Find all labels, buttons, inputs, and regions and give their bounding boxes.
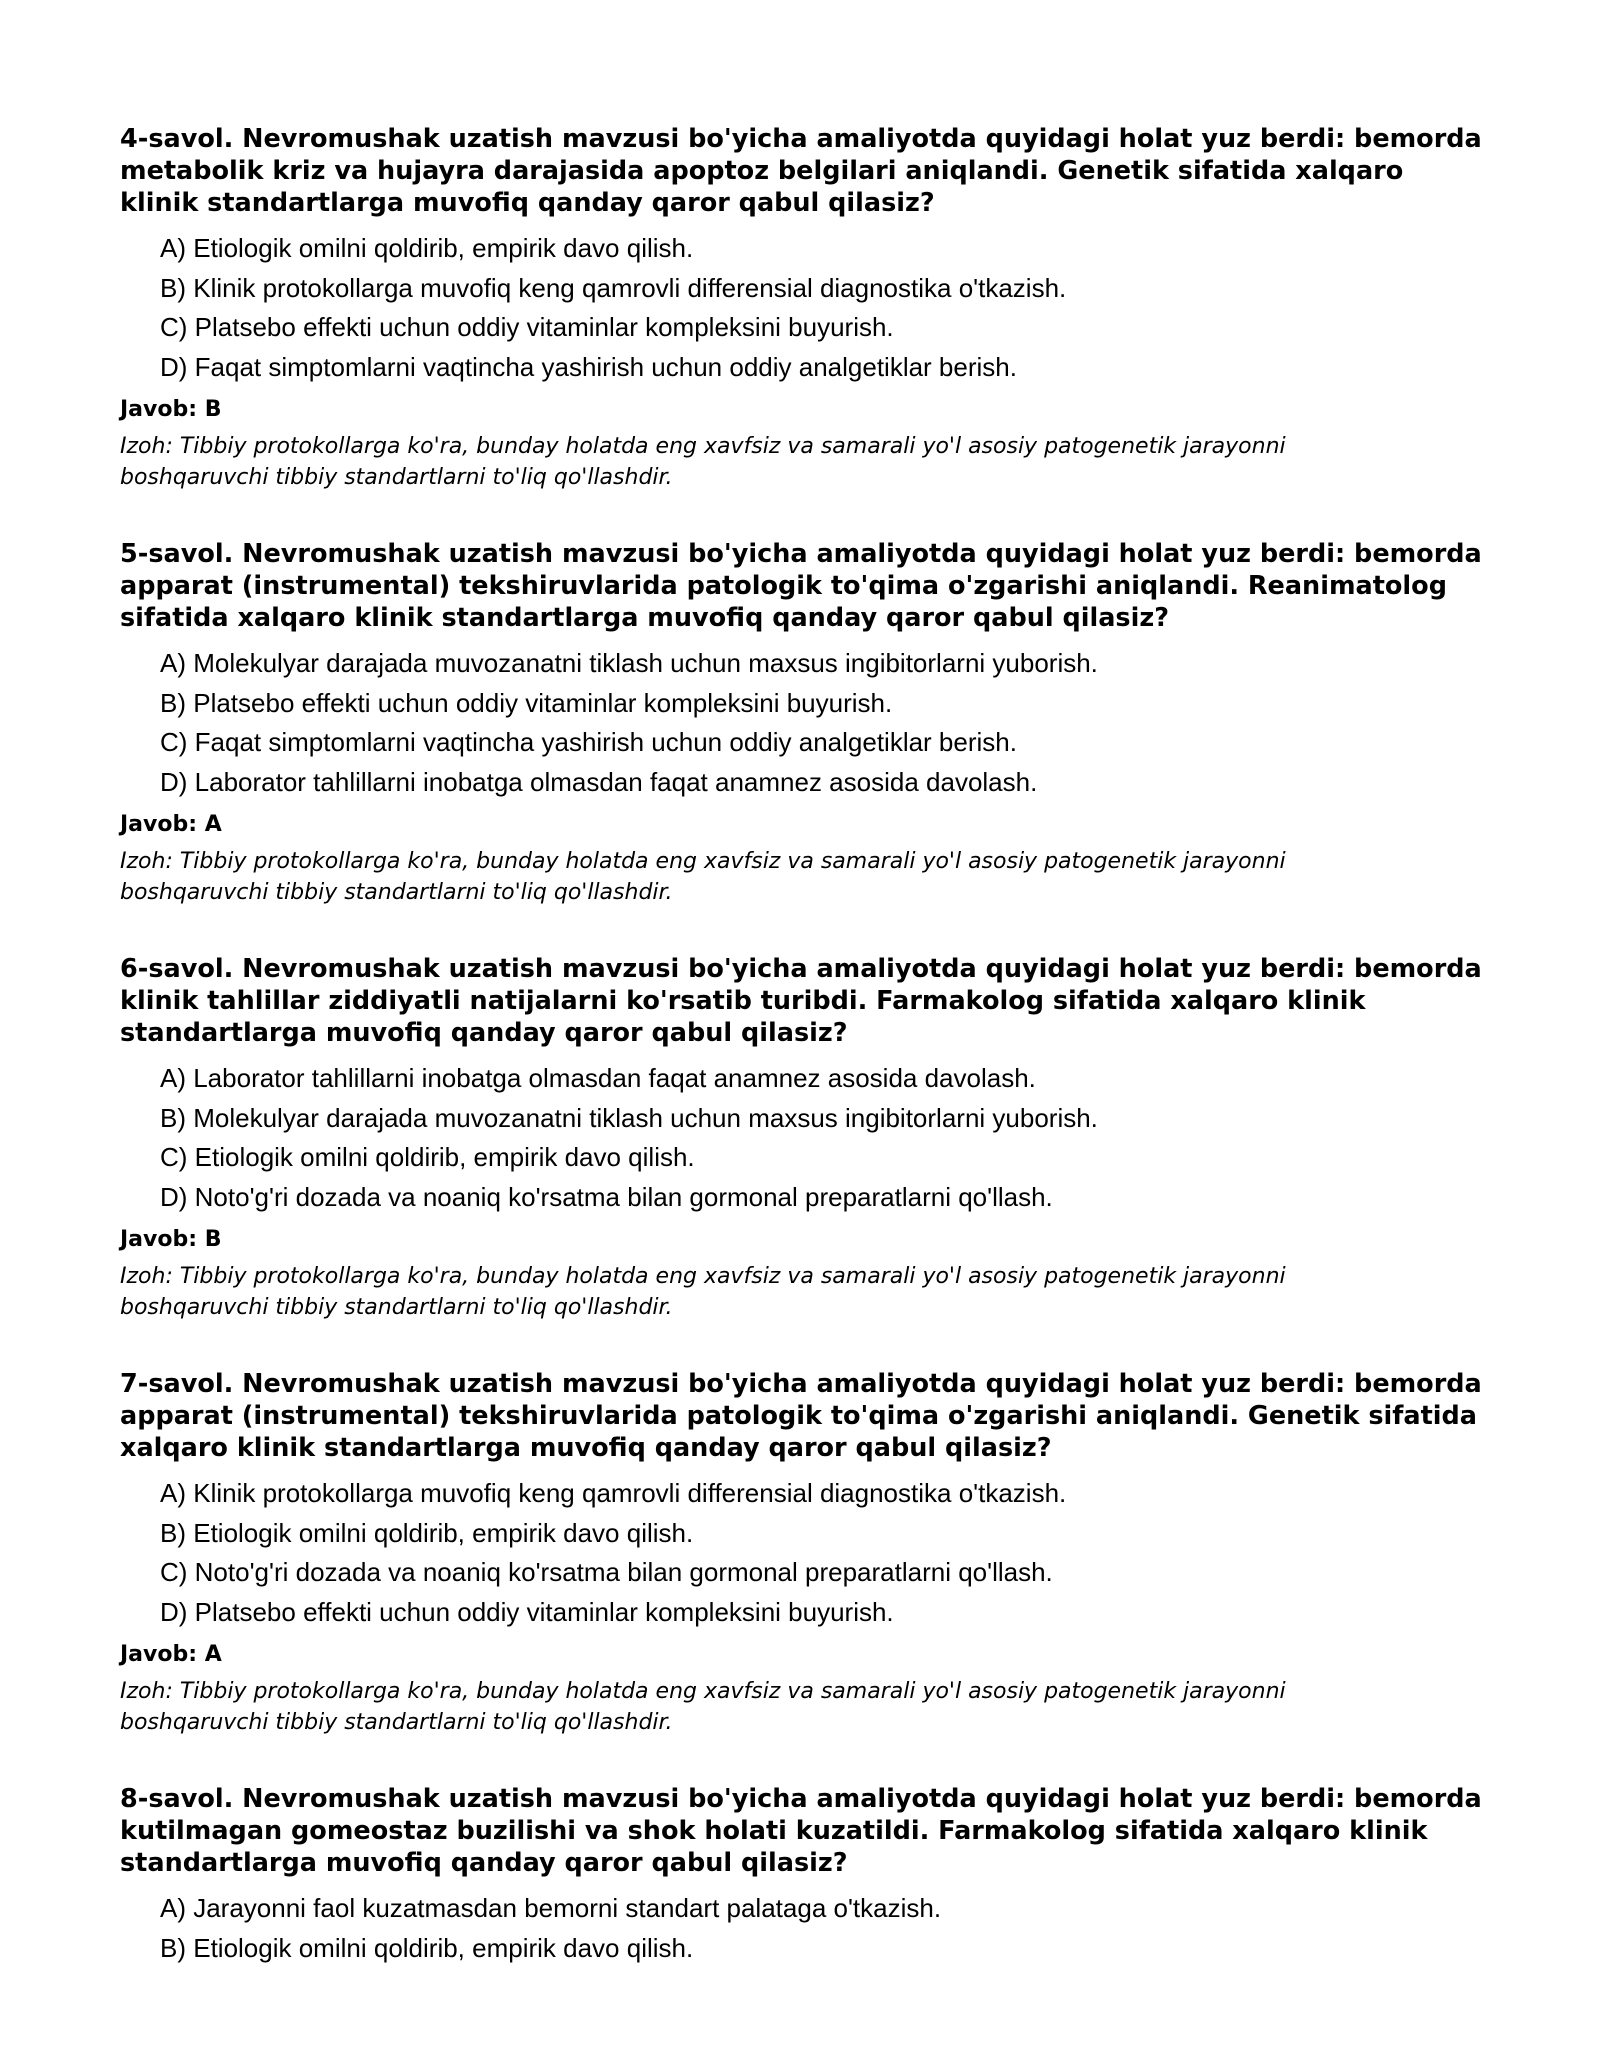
question-title: 4-savol. Nevromushak uzatish mavzusi bo'yicha amaliyotda quyidagi holat yuz berdi: bemorda metabolik kriz va hujayra darajasida apoptoz belgilari aniqlandi. Genetik sifatida xalqaro klinik standartlarga muvofiq qanday qaror qabul qilasiz?: [120, 124, 1482, 218]
option-b: B) Etiologik omilni qoldirib, empirik davo qilish.: [160, 1932, 694, 1963]
answer-label: Javob: B: [120, 1227, 222, 1252]
question-title: 7-savol. Nevromushak uzatish mavzusi bo'yicha amaliyotda quyidagi holat yuz berdi: bemorda apparat (instrumental) tekshiruvlarida patologik to'qima o'zgarishi aniqlandi. Genetik sifatida xalqaro klinik standartlarga muvofiq qanday qaror qabul qilasiz?: [120, 1369, 1482, 1463]
document-page: [120, 123, 1490, 2013]
option-d: D) Laborator tahlillarni inobatga olmasdan faqat anamnez asosida davolash.: [160, 766, 1038, 797]
option-c: C) Etiologik omilni qoldirib, empirik davo qilish.: [160, 1142, 695, 1172]
explanation-note: Izoh: Tibbiy protokollarga ko'ra, bunday holatda eng xavfsiz va samarali yo'l asosiy patogenetik jarayonni boshqaruvchi tibbiy standartlarni to'liq qo'llashdir.: [120, 849, 1286, 905]
option-b: B) Platsebo effekti uchun oddiy vitaminlar kompleksini buyurish.: [160, 687, 893, 718]
option-a: A) Jarayonni faol kuzatmasdan bemorni standart palataga o'tkazish.: [160, 1893, 942, 1923]
question-title: 8-savol. Nevromushak uzatish mavzusi bo'yicha amaliyotda quyidagi holat yuz berdi: bemorda kutilmagan gomeostaz buzilishi va shok holati kuzatildi. Farmakolog sifatida xalqaro klinik standartlarga muvofiq qanday qaror qabul qilasiz?: [120, 1784, 1482, 1878]
explanation-note: Izoh: Tibbiy protokollarga ko'ra, bunday holatda eng xavfsiz va samarali yo'l asosiy patogenetik jarayonni boshqaruvchi tibbiy standartlarni to'liq qo'llashdir.: [120, 1264, 1286, 1320]
option-d: D) Platsebo effekti uchun oddiy vitaminlar kompleksini buyurish.: [160, 1596, 894, 1627]
option-a: A) Laborator tahlillarni inobatga olmasdan faqat anamnez asosida davolash.: [160, 1063, 1036, 1093]
option-c: C) Noto'g'ri dozada va noaniq ko'rsatma bilan gormonal preparatlarni qo'llash.: [160, 1557, 1053, 1587]
option-b: B) Etiologik omilni qoldirib, empirik davo qilish.: [160, 1517, 694, 1548]
option-list: [120, 644, 1490, 802]
answer-label: Javob: A: [120, 1642, 222, 1667]
question-4: [120, 123, 1490, 493]
option-a: A) Molekulyar darajada muvozanatni tiklash uchun maxsus ingibitorlarni yuborish.: [160, 648, 1098, 678]
explanation-note: Izoh: Tibbiy protokollarga ko'ra, bunday holatda eng xavfsiz va samarali yo'l asosiy patogenetik jarayonni boshqaruvchi tibbiy standartlarni to'liq qo'llashdir.: [120, 434, 1286, 490]
option-list: [120, 1889, 1490, 1968]
option-list: [120, 1059, 1490, 1217]
option-c: C) Faqat simptomlarni vaqtincha yashirish uchun oddiy analgetiklar berish.: [160, 727, 1017, 757]
answer-label: Javob: A: [120, 812, 222, 837]
question-title: 6-savol. Nevromushak uzatish mavzusi bo'yicha amaliyotda quyidagi holat yuz berdi: bemorda klinik tahlillar ziddiyatli natijalarni ko'rsatib turibdi. Farmakolog sifatida xalqaro klinik standartlarga muvofiq qanday qaror qabul qilasiz?: [120, 954, 1482, 1048]
question-6: [120, 953, 1490, 1323]
option-b: B) Klinik protokollarga muvofiq keng qamrovli differensial diagnostika o'tkazish.: [160, 272, 1067, 303]
explanation-note: Izoh: Tibbiy protokollarga ko'ra, bunday holatda eng xavfsiz va samarali yo'l asosiy patogenetik jarayonni boshqaruvchi tibbiy standartlarni to'liq qo'llashdir.: [120, 1679, 1286, 1735]
question-5: [120, 538, 1490, 908]
option-c: C) Platsebo effekti uchun oddiy vitaminlar kompleksini buyurish.: [160, 312, 894, 342]
answer-label: Javob: B: [120, 397, 222, 422]
option-list: [120, 1474, 1490, 1632]
option-d: D) Noto'g'ri dozada va noaniq ko'rsatma bilan gormonal preparatlarni qo'llash.: [160, 1181, 1053, 1212]
option-b: B) Molekulyar darajada muvozanatni tiklash uchun maxsus ingibitorlarni yuborish.: [160, 1102, 1098, 1133]
question-title: 5-savol. Nevromushak uzatish mavzusi bo'yicha amaliyotda quyidagi holat yuz berdi: bemorda apparat (instrumental) tekshiruvlarida patologik to'qima o'zgarishi aniqlandi. Reanimatolog sifatida xalqaro klinik standartlarga muvofiq qanday qaror qabul qilasiz?: [120, 539, 1482, 633]
option-a: A) Klinik protokollarga muvofiq keng qamrovli differensial diagnostika o'tkazish.: [160, 1478, 1067, 1508]
option-a: A) Etiologik omilni qoldirib, empirik davo qilish.: [160, 233, 694, 263]
question-7: [120, 1368, 1490, 1738]
option-list: [120, 229, 1490, 387]
question-8: [120, 1783, 1490, 1968]
option-d: D) Faqat simptomlarni vaqtincha yashirish uchun oddiy analgetiklar berish.: [160, 351, 1017, 382]
